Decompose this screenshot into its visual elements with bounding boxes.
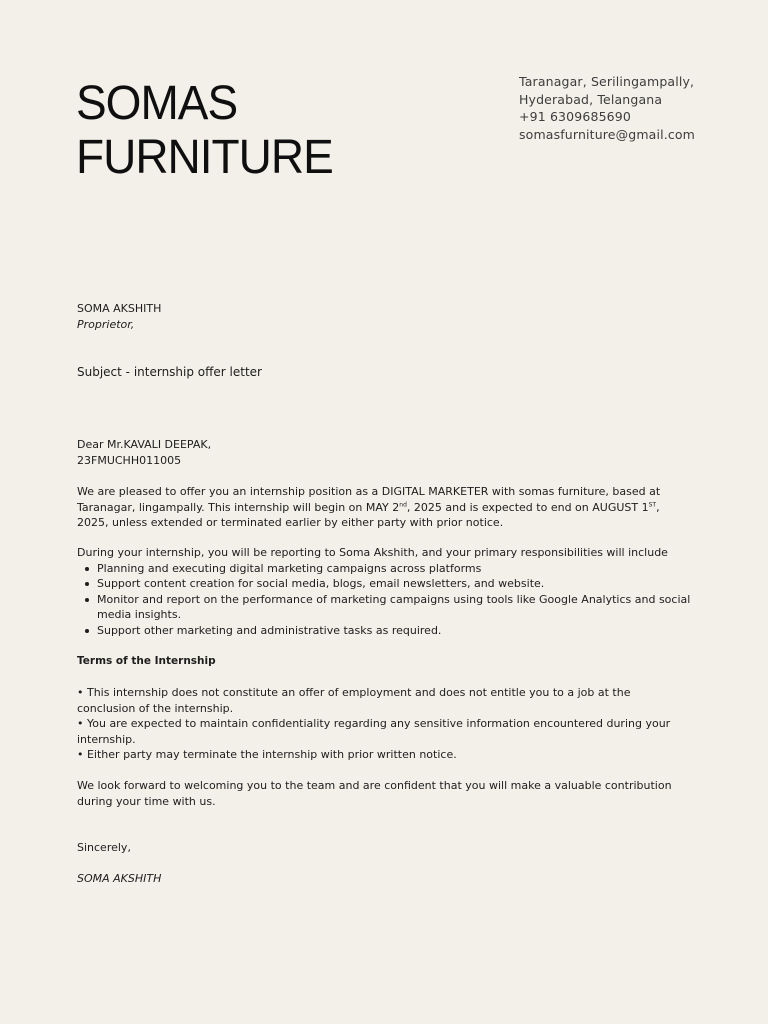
responsibilities-intro: During your internship, you will be reporting to Soma Akshith, and your primary responsibilities will include bbox=[77, 546, 668, 559]
logo-line-2: FURNITURE bbox=[76, 129, 333, 184]
company-logo bbox=[76, 74, 333, 182]
sender-block bbox=[77, 301, 161, 332]
offer-text-3: , 2025, unless extended or terminated earlier by either party with prior notice. bbox=[77, 500, 660, 529]
list-item: Support other marketing and administrative tasks as required. bbox=[97, 623, 692, 639]
recipient-id: 23FMUCHH011005 bbox=[77, 453, 182, 467]
sender-role: Proprietor, bbox=[77, 317, 135, 331]
signoff: Sincerely, bbox=[77, 841, 131, 854]
letter-subject: Subject - internship offer letter bbox=[77, 365, 262, 379]
offer-text-2: , 2025 and is expected to end on AUGUST 1 bbox=[406, 500, 649, 514]
term-item: • Either party may terminate the internship with prior written notice. bbox=[77, 748, 457, 761]
greeting-block bbox=[77, 437, 211, 468]
offer-text-1: We are pleased to offer you an internship position as a DIGITAL MARKETER with somas furniture, based at Taranagar, lingampally. This internship will begin on MAY 2 bbox=[77, 485, 661, 514]
company-email: somasfurniture@gmail.com bbox=[519, 126, 696, 142]
terms-title: Terms of the Internship bbox=[77, 655, 216, 667]
offer-paragraph bbox=[77, 484, 692, 531]
term-item: • This internship does not constitute an offer of employment and does not entitle you to a job at the conclusion of the internship. bbox=[77, 686, 631, 715]
offer-sup-2: ST bbox=[648, 500, 657, 508]
term-item: • You are expected to maintain confidentiality regarding any sensitive information encountered during your internship. bbox=[77, 717, 671, 746]
sender-name: SOMA AKSHITH bbox=[77, 302, 162, 315]
responsibilities-list bbox=[77, 561, 692, 639]
terms-list bbox=[77, 685, 692, 763]
address-line-2: Hyderabad, Telangana bbox=[519, 91, 663, 107]
address-line-1: Taranagar, Serilingampally, bbox=[519, 74, 695, 89]
company-address bbox=[519, 73, 695, 143]
offer-sup-1: nd bbox=[399, 500, 407, 508]
logo-line-1: SOMAS bbox=[76, 75, 238, 130]
list-item: Monitor and report on the performance of marketing campaigns using tools like Google Analytics and social media insights. bbox=[97, 592, 691, 621]
signature-name: SOMA AKSHITH bbox=[77, 872, 162, 885]
closing-paragraph: We look forward to welcoming you to the team and are confident that you will make a valuable contribution during your time with us. bbox=[77, 779, 672, 808]
list-item: Support content creation for social media, blogs, email newsletters, and website. bbox=[97, 576, 692, 592]
list-item: Planning and executing digital marketing campaigns across platforms bbox=[97, 561, 692, 577]
salutation: Dear Mr.KAVALI DEEPAK, bbox=[77, 438, 212, 451]
company-phone: +91 6309685690 bbox=[519, 109, 631, 124]
responsibilities-block bbox=[77, 545, 692, 638]
